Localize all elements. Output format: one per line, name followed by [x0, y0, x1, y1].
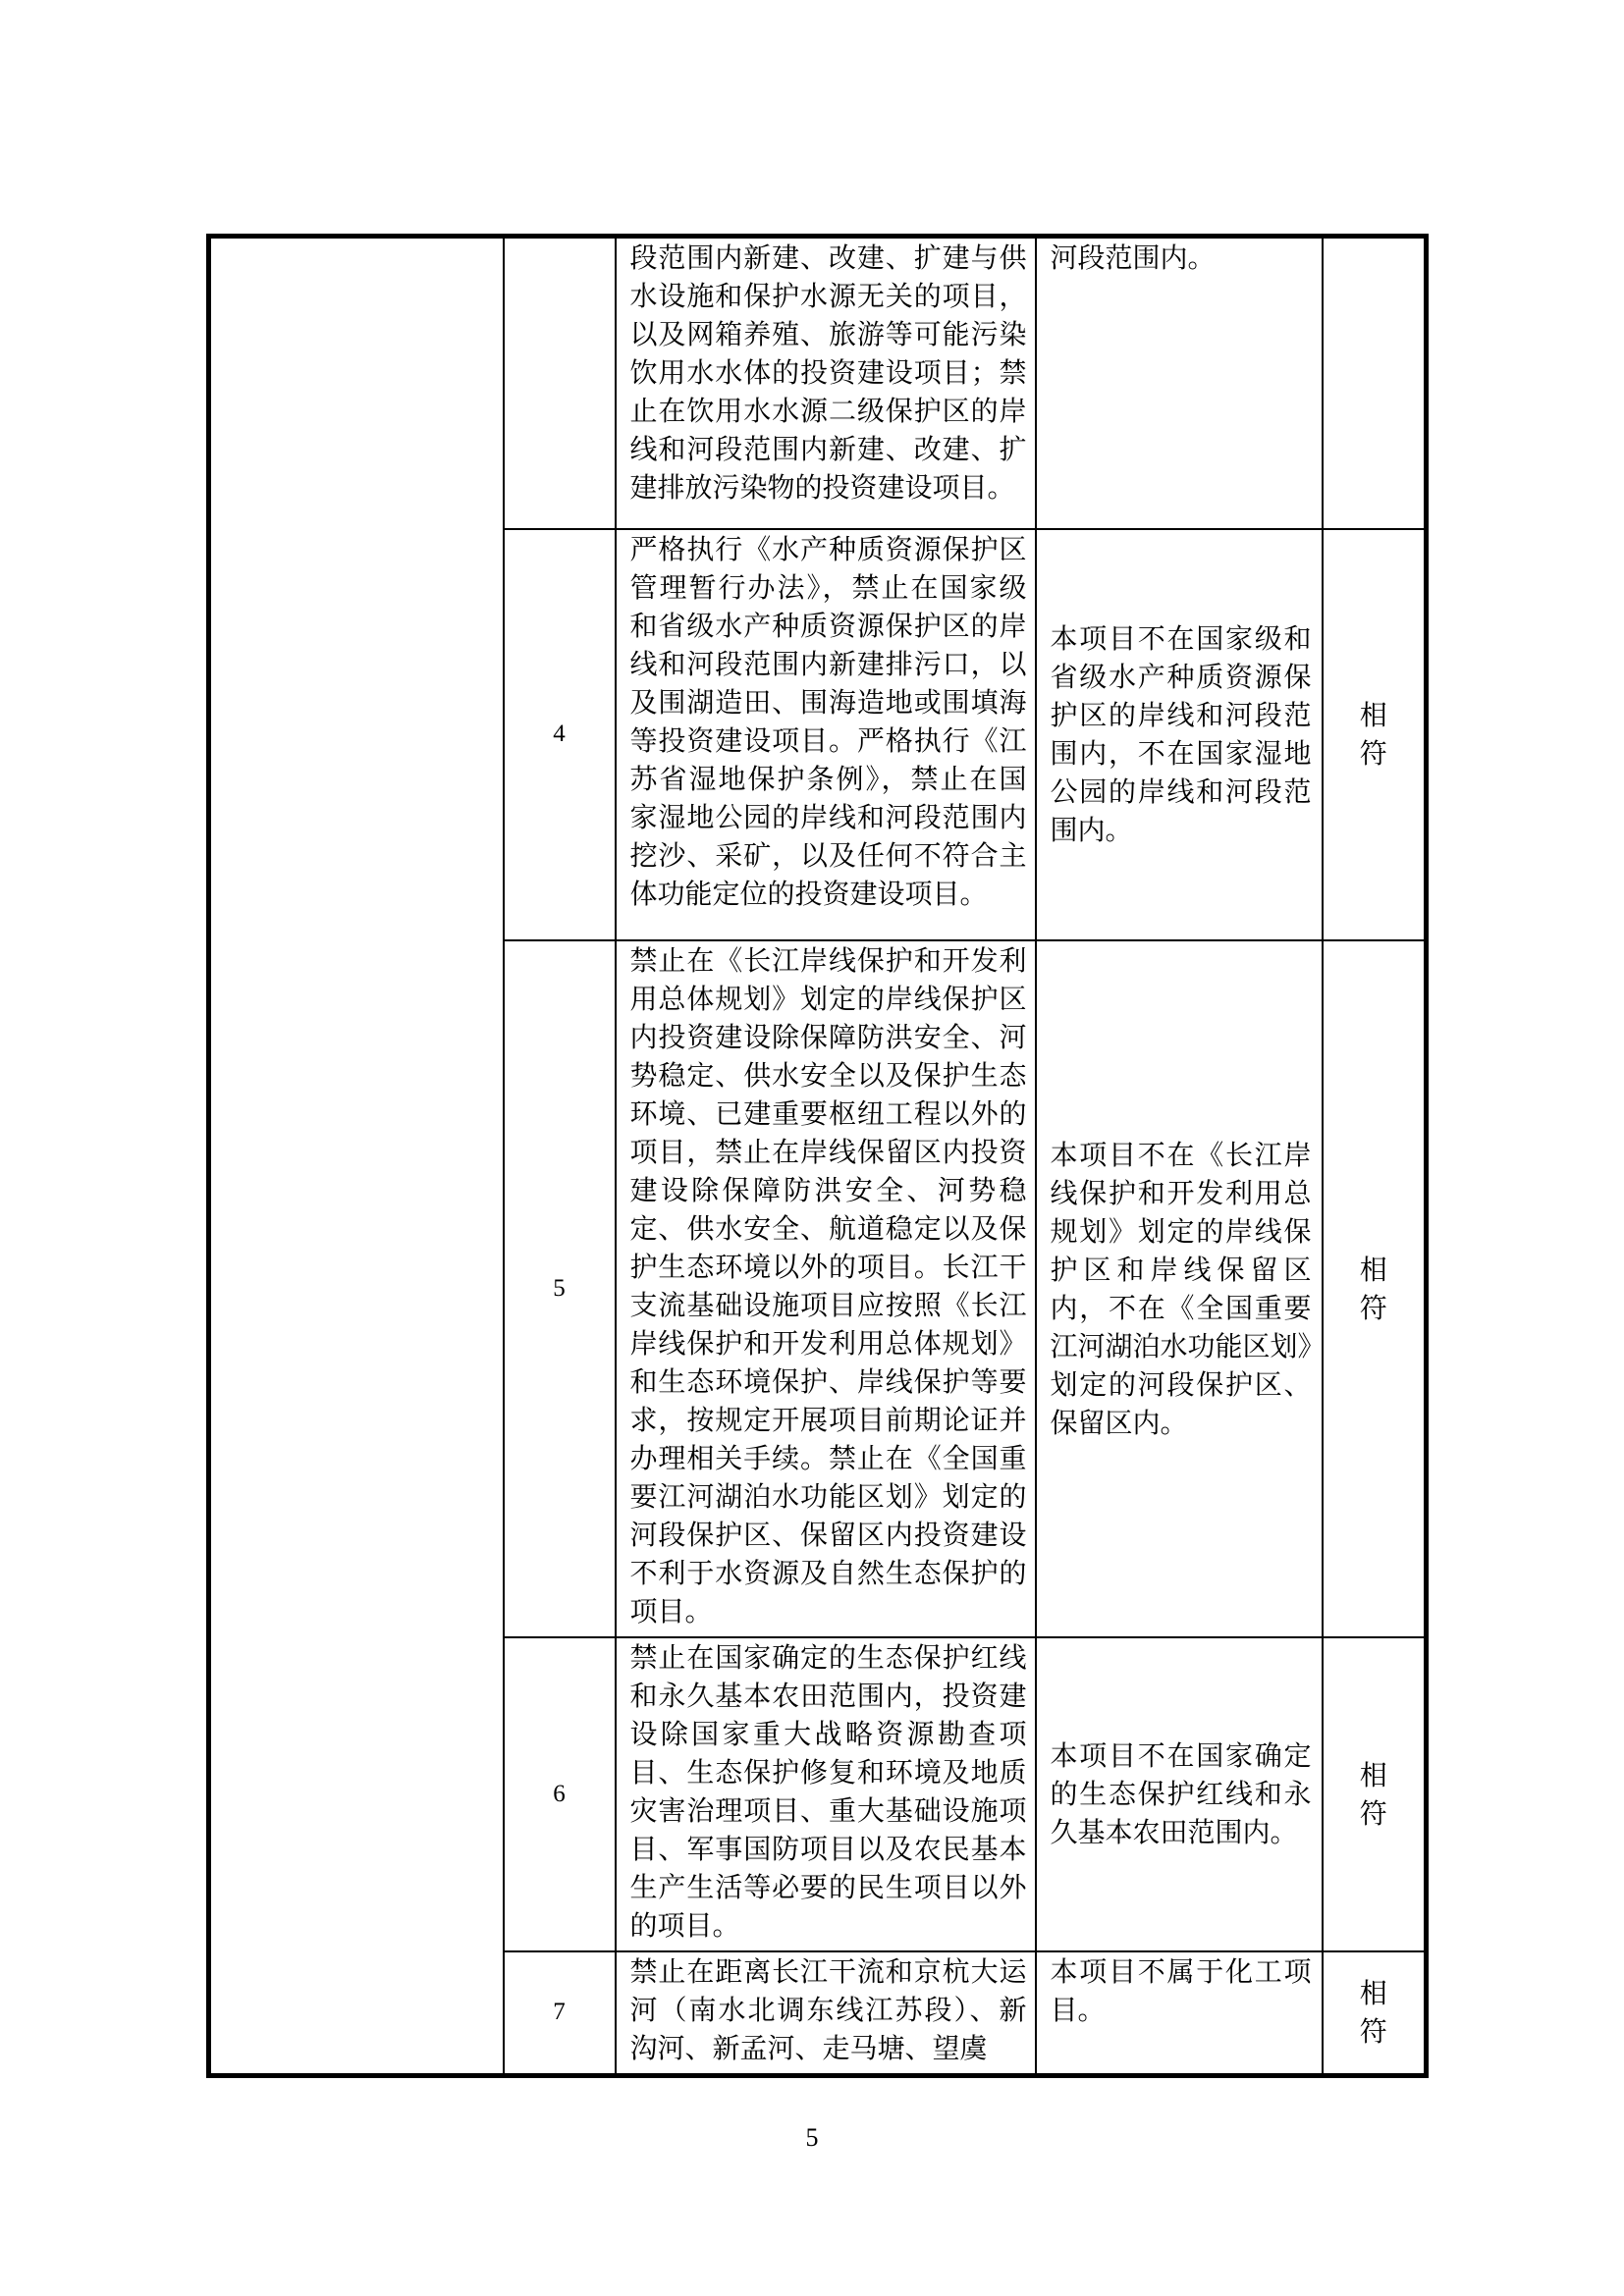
project-status-text: 本项目不在《长江岸线保护和开发利用总规划》划定的岸线保护区和岸线保留区内，不在《全国重要江河湖泊水功能区划》划定的河段保护区、保留区内。 [1036, 940, 1323, 1637]
category-cell [209, 237, 504, 2076]
item-number: 6 [504, 1637, 616, 1951]
compliance-result: 相符 [1323, 1951, 1427, 2076]
project-status-text: 本项目不在国家确定的生态保护红线和永久基本农田范围内。 [1036, 1637, 1323, 1951]
requirement-text: 禁止在《长江岸线保护和开发利用总体规划》划定的岸线保护区内投资建设除保障防洪安全、河势稳定、供水安全以及保护生态环境、已建重要枢纽工程以外的项目，禁止在岸线保留区内投资建设除保障防洪安全、河势稳定、供水安全、航道稳定以及保护生态环境以外的项目。长江干支流基础设施项目应按照《长江岸线保护和开发利用总体规划》和生态环境保护、岸线保护等要求，按规定开展项目前期论证并办理相关手续。禁止在《全国重要江河湖泊水功能区划》划定的河段保护区、保留区内投资建设不利于水资源及自然生态保护的项目。 [616, 940, 1036, 1637]
compliance-result: 相符 [1323, 529, 1427, 940]
project-status-text: 河段范围内。 [1036, 237, 1323, 529]
requirement-text: 禁止在国家确定的生态保护红线和永久基本农田范围内，投资建设除国家重大战略资源勘查项目、生态保护修复和环境及地质灾害治理项目、重大基础设施项目、军事国防项目以及农民基本生产生活等必要的民生项目以外的项目。 [616, 1637, 1036, 1951]
item-number [504, 237, 616, 529]
requirement-text: 段范围内新建、改建、扩建与供水设施和保护水源无关的项目，以及网箱养殖、旅游等可能污染饮用水水体的投资建设项目；禁止在饮用水水源二级保护区的岸线和河段范围内新建、改建、扩建排放污染物的投资建设项目。 [616, 237, 1036, 529]
item-number: 4 [504, 529, 616, 940]
compliance-table [206, 234, 1429, 2078]
compliance-result [1323, 237, 1427, 529]
page-number: 5 [805, 2123, 819, 2152]
requirement-text: 严格执行《水产种质资源保护区管理暂行办法》，禁止在国家级和省级水产种质资源保护区的岸线和河段范围内新建排污口，以及围湖造田、围海造地或围填海等投资建设项目。严格执行《江苏省湿地保护条例》，禁止在国家湿地公园的岸线和河段范围内挖沙、采矿，以及任何不符合主体功能定位的投资建设项目。 [616, 529, 1036, 940]
compliance-result: 相符 [1323, 940, 1427, 1637]
compliance-result: 相符 [1323, 1637, 1427, 1951]
table-row [209, 237, 1427, 529]
item-number: 5 [504, 940, 616, 1637]
requirement-text: 禁止在距离长江干流和京杭大运河（南水北调东线江苏段）、新沟河、新孟河、走马塘、望虞 [616, 1951, 1036, 2076]
project-status-text: 本项目不在国家级和省级水产种质资源保护区的岸线和河段范围内，不在国家湿地公园的岸线和河段范围内。 [1036, 529, 1323, 940]
project-status-text: 本项目不属于化工项目。 [1036, 1951, 1323, 2076]
item-number: 7 [504, 1951, 616, 2076]
